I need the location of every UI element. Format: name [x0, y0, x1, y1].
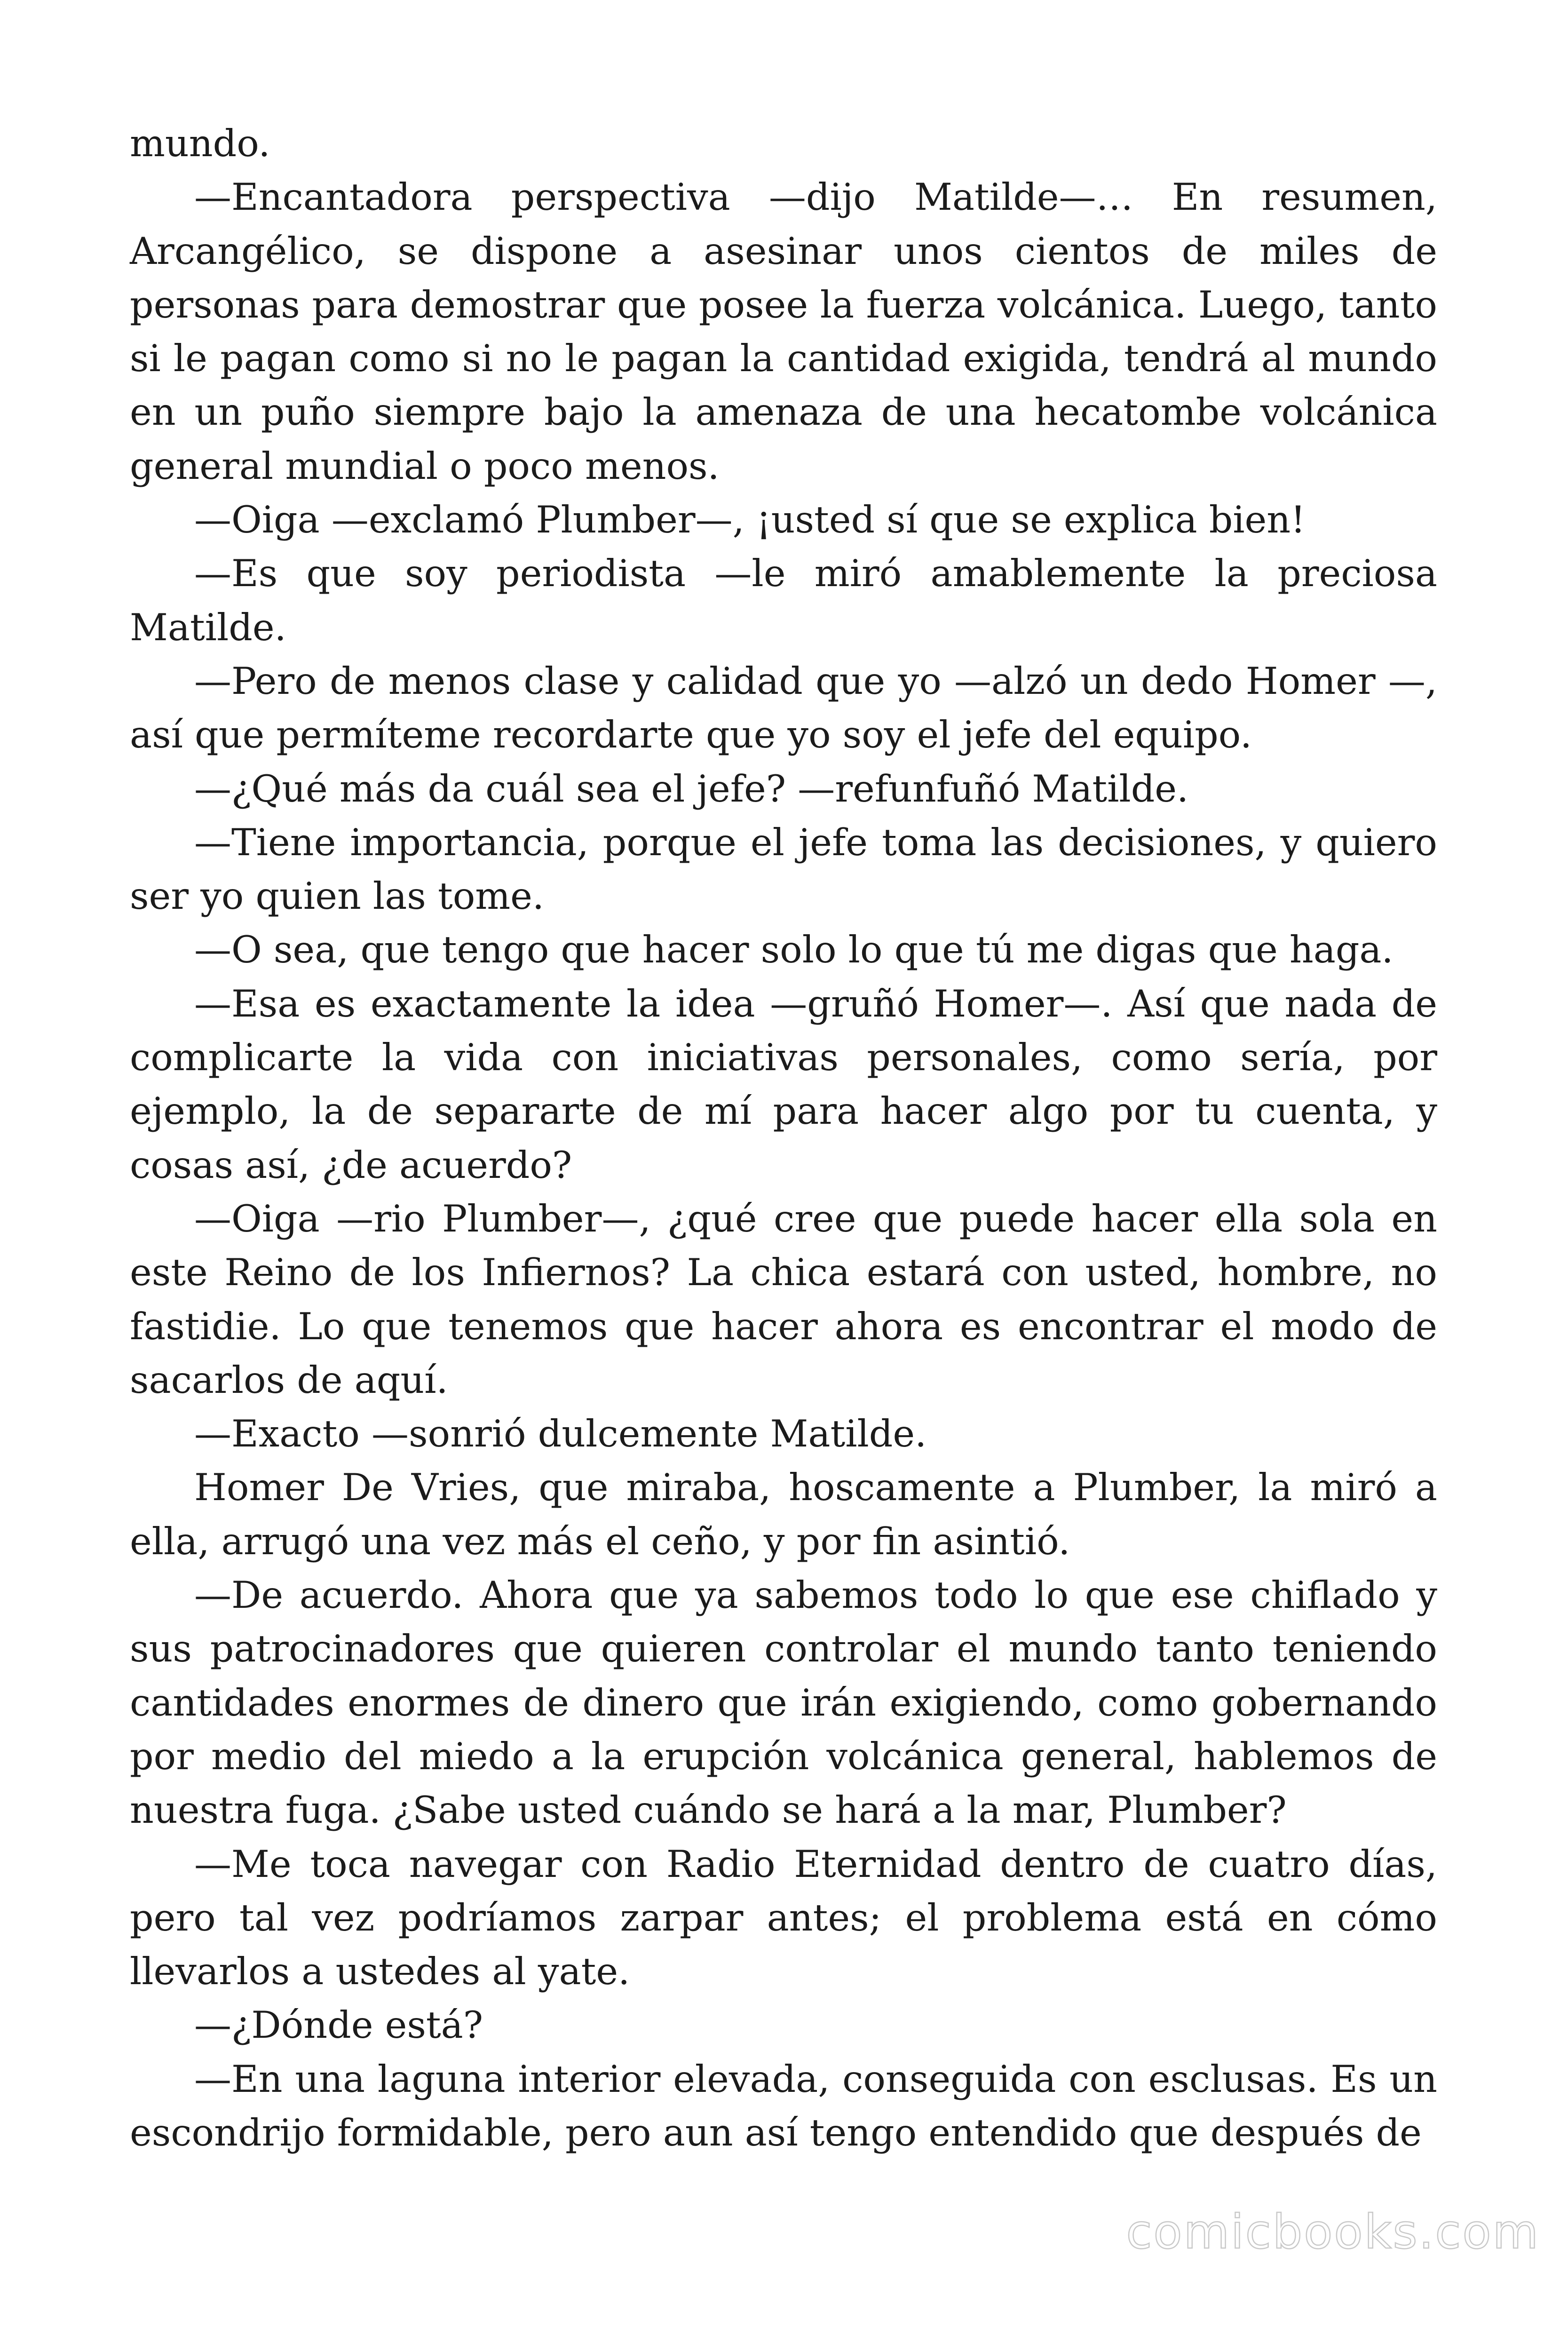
paragraph: mundo.: [130, 122, 270, 165]
paragraph: —¿Qué más da cuál sea el jefe? —refunfuñó Matilde.: [194, 767, 1189, 810]
paragraph: —O sea, que tengo que hacer solo lo que tú me digas que haga.: [194, 928, 1394, 972]
paragraph: —Oiga —rio Plumber—, ¿qué cree que puede hacer ella sola en este Reino de los Infiernos? La chica estará con usted, hombre, no fastidie. Lo que tenemos que hacer ahora es encontrar el modo de sacarlos de aquí.: [130, 1197, 1437, 1402]
paragraph: —Oiga —exclamó Plumber—, ¡usted sí que se explica bien!: [194, 498, 1306, 542]
paragraph: —Me toca navegar con Radio Eternidad dentro de cuatro días, pero tal vez podríamos zarpar antes; el problema está en cómo llevarlos a ustedes al yate.: [130, 1842, 1437, 1994]
paragraph: —¿Dónde está?: [194, 2003, 483, 2047]
body-text: [130, 117, 1437, 2160]
paragraph: —Es que soy periodista —le miró amablemente la preciosa Matilde.: [130, 552, 1437, 649]
paragraph: —Exacto —sonrió dulcemente Matilde.: [194, 1412, 927, 1456]
watermark: comicbooks.com: [1126, 2204, 1540, 2259]
paragraph: —De acuerdo. Ahora que ya sabemos todo lo que ese chiflado y sus patrocinadores que quieren controlar el mundo tanto teniendo cantidades enormes de dinero que irán exigiendo, como gobernando por medio del miedo a la erupción volcánica general, hablemos de nuestra fuga. ¿Sabe usted cuándo se hará a la mar, Plumber?: [130, 1573, 1437, 1832]
paragraph: Homer De Vries, que miraba, hoscamente a Plumber, la miró a ella, arrugó una vez más el ceño, y por fin asintió.: [130, 1466, 1437, 1563]
paragraph: —Esa es exactamente la idea —gruñó Homer—. Así que nada de complicarte la vida con iniciativas personales, como sería, por ejemplo, la de separarte de mí para hacer algo por tu cuenta, y cosas así, ¿de acuerdo?: [130, 982, 1437, 1187]
paragraph: —En una laguna interior elevada, conseguida con esclusas. Es un escondrijo formidable, pero aun así tengo entendido que después de: [130, 2057, 1437, 2154]
paragraph: —Tiene importancia, porque el jefe toma las decisiones, y quiero ser yo quien las tome.: [130, 820, 1437, 918]
paragraph: —Encantadora perspectiva —dijo Matilde—… En resumen, Arcangélico, se dispone a asesinar unos cientos de miles de personas para demostrar que posee la fuerza volcánica. Luego, tanto si le pagan como si no le pagan la cantidad exigida, tendrá al mundo en un puño siempre bajo la amenaza de una hecatombe volcánica general mundial o poco menos.: [130, 175, 1437, 488]
paragraph: —Pero de menos clase y calidad que yo —alzó un dedo Homer —, así que permíteme recordarte que yo soy el jefe del equipo.: [130, 659, 1437, 757]
